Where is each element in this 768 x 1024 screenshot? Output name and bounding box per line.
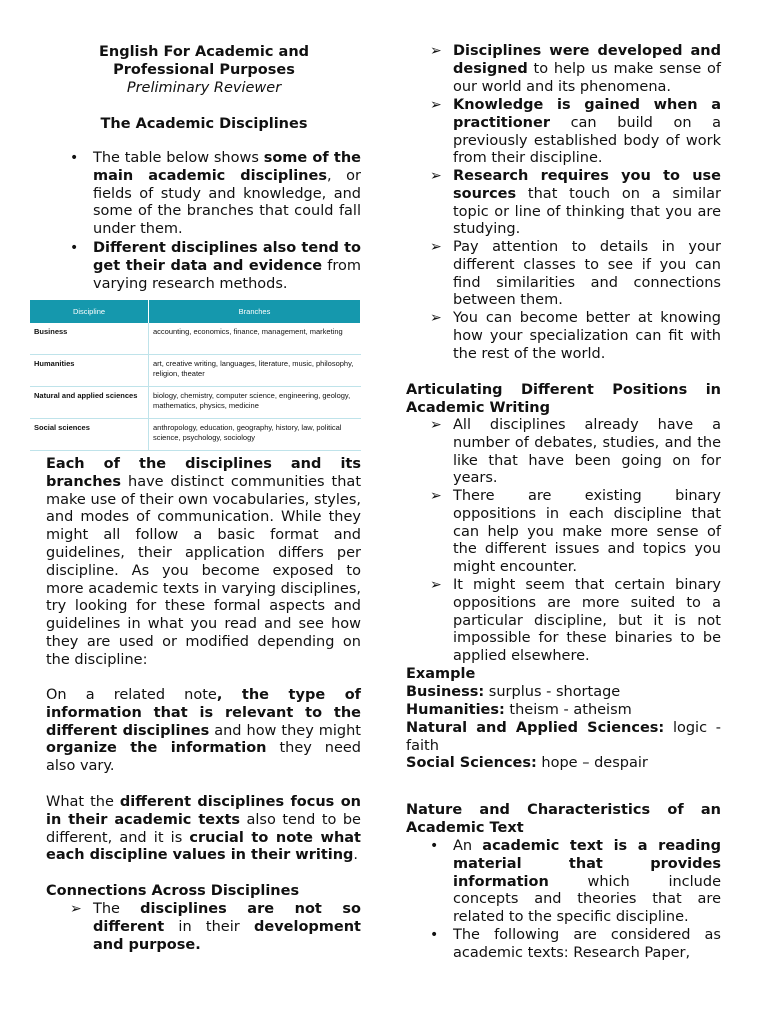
connections-heading: Connections Across Disciplines [46,883,300,899]
paragraph-type-of-information: On a related note, the type of information that is relevant to the different disciplines and how they might organize the information they need also vary. [46,687,361,775]
table-cell-discipline: Humanities [30,355,149,387]
articulating-bullet: It might seem that certain binary oppositions are more suited to a particular discipline, but it is not impossible for these binaries to be applied elsewhere. [453,577,721,665]
arrow-bullet-icon: ➢ [430,488,442,504]
purpose-bullet: You can become better at knowing how your specialization can fit with the rest of the world. [453,310,721,362]
bullet-marker: • [430,927,439,943]
table-header-branches: Branches [149,300,361,323]
articulating-bullet: There are existing binary oppositions in each discipline that can help you make more sense of the different issues and topics you might encounter. [453,488,721,576]
table-cell-discipline: Business [30,323,149,355]
purpose-bullet: Knowledge is gained when a practitioner can build on a previously established body of work from their discipline. [453,97,721,167]
bullet-marker: • [430,838,439,854]
table-row [30,419,361,451]
articulating-bullet: All disciplines already have a number of debates, studies, and the like that have been going on for years. [453,417,721,487]
purpose-bullet: Pay attention to details in your different classes to see if you can find similarities and connections between them. [453,239,721,309]
table-cell-branches: anthropology, education, geography, history, law, political science, psychology, sociology [149,419,361,451]
arrow-bullet-icon: ➢ [430,97,442,113]
disciplines-table [30,300,361,451]
arrow-bullet-icon: ➢ [430,239,442,255]
table-cell-branches: art, creative writing, languages, literature, music, philosophy, religion, theater [149,355,361,387]
nature-bullet: The following are considered as academic texts: Research Paper, [453,927,721,961]
example-heading: Example [406,666,476,682]
example-item: Social Sciences: hope – despair [406,755,648,771]
arrow-bullet-icon: ➢ [70,901,82,917]
nature-heading: Nature and Characteristics of an Academic Text [406,802,721,836]
paragraph-communities: Each of the disciplines and its branches have distinct communities that make use of their own vocabularies, styles, and modes of communication. While they might all follow a basic format and guidelines, their application differs per discipline. As you become exposed to more academic texts in varying disciplines, try looking for these formal aspects and guidelines in what you read and see how they are used or modified depending on the discipline: [46,456,361,668]
example-item: Natural and Applied Sciences: logic - faith [406,720,721,754]
bullet-marker: • [70,150,79,166]
arrow-bullet-icon: ➢ [430,310,442,326]
purpose-bullet: Disciplines were developed and designed to help us make sense of our world and its phenomena. [453,43,721,95]
table-header-discipline: Discipline [30,300,149,323]
arrow-bullet-icon: ➢ [430,43,442,59]
paragraph-focus: What the different disciplines focus on in their academic texts also tend to be different, and it is crucial to note what each discipline values in their writing. [46,794,361,864]
doc-title-line2: Professional Purposes [113,62,295,78]
intro-bullet-1: The table below shows some of the main academic disciplines, or fields of study and knowledge, and some of the branches that could fall under them. [93,150,361,238]
nature-bullet: An academic text is a reading material that provides information which include concepts and theories that are related to the specific discipline. [453,838,721,926]
bullet-marker: • [70,240,79,256]
table-cell-branches: biology, chemistry, computer science, engineering, geology, mathematics, physics, medicine [149,387,361,419]
arrow-bullet-icon: ➢ [430,417,442,433]
purpose-bullet: Research requires you to use sources that touch on a similar topic or line of thinking that you are studying. [453,168,721,238]
intro-bullet-2: Different disciplines also tend to get their data and evidence from varying research methods. [93,240,361,292]
table-cell-discipline: Social sciences [30,419,149,451]
table-row [30,323,361,355]
arrow-bullet-icon: ➢ [430,168,442,184]
table-cell-branches: accounting, economics, finance, management, marketing [149,323,361,355]
table-header-row [30,300,361,323]
connections-bullet: The disciplines are not so different in their development and purpose. [93,901,361,953]
example-item: Humanities: theism - atheism [406,702,632,718]
articulating-heading: Articulating Different Positions in Academic Writing [406,382,721,416]
doc-subtitle: Preliminary Reviewer [126,80,282,96]
section-heading: The Academic Disciplines [100,116,308,132]
doc-title-line1: English For Academic and [98,44,310,60]
table-row [30,355,361,387]
arrow-bullet-icon: ➢ [430,577,442,593]
example-item: Business: surplus - shortage [406,684,621,700]
table-row [30,387,361,419]
table-cell-discipline: Natural and applied sciences [30,387,149,419]
